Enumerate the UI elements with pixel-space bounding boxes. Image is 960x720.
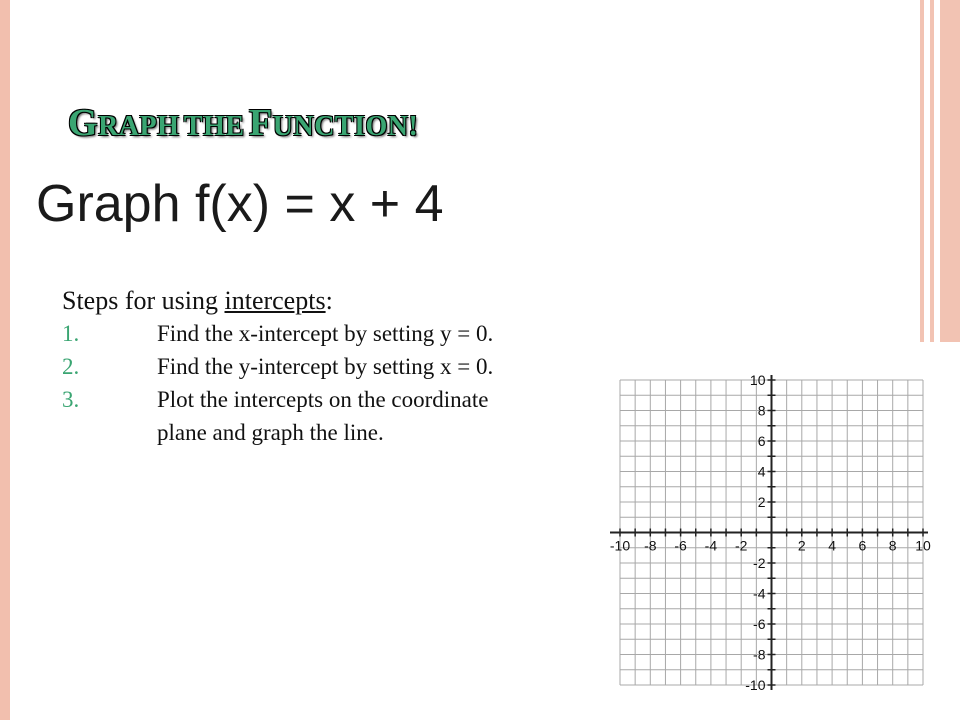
left-border-strip [0, 0, 10, 720]
y-tick-label: -10 [745, 677, 766, 693]
x-tick-label: 4 [828, 537, 836, 554]
y-tick-label: 4 [757, 463, 766, 480]
coordinate-plane [590, 365, 940, 695]
y-tick-label: 10 [749, 372, 766, 388]
steps-block [62, 285, 537, 449]
step-item [62, 350, 537, 383]
intercepts-term: intercepts [224, 286, 326, 315]
subtitle-word: THE [183, 111, 245, 142]
slide-subtitle [68, 104, 418, 142]
subtitle-word: FUNCTION! [249, 102, 419, 144]
x-tick-label: -6 [674, 537, 687, 554]
x-tick-label: 10 [915, 537, 931, 554]
right-border-stripes [918, 0, 960, 342]
y-tick-label: 6 [757, 433, 766, 449]
step-text: Find the y-intercept by setting x = 0. [157, 354, 494, 379]
y-tick-label: -8 [753, 646, 766, 663]
steps-heading: Steps for using intercepts: [62, 286, 333, 315]
step-number: 1. [62, 321, 80, 346]
x-tick-label: 6 [858, 537, 867, 554]
y-tick-label: -4 [753, 585, 766, 602]
x-tick-label: -2 [734, 537, 748, 554]
step-item [62, 383, 537, 449]
step-number: 3. [62, 387, 80, 412]
x-tick-label: 8 [888, 537, 897, 554]
y-tick-label: 8 [757, 402, 766, 419]
x-tick-label: 2 [797, 537, 806, 554]
x-tick-label: -8 [644, 537, 657, 554]
x-tick-label: -4 [704, 537, 718, 554]
slide-title: Graph f(x) = x + 4 [36, 175, 444, 233]
y-tick-label: -2 [753, 555, 766, 571]
step-text: Find the x-intercept by setting y = 0. [157, 321, 494, 346]
x-tick-label: -10 [609, 537, 631, 554]
step-number: 2. [62, 354, 80, 379]
step-item [62, 317, 537, 350]
y-tick-label: 2 [757, 494, 766, 510]
y-tick-label: -6 [753, 616, 766, 632]
step-text: Plot the intercepts on the coordinate plane and graph the line. [157, 387, 489, 445]
subtitle-word: GRAPH [68, 102, 180, 144]
